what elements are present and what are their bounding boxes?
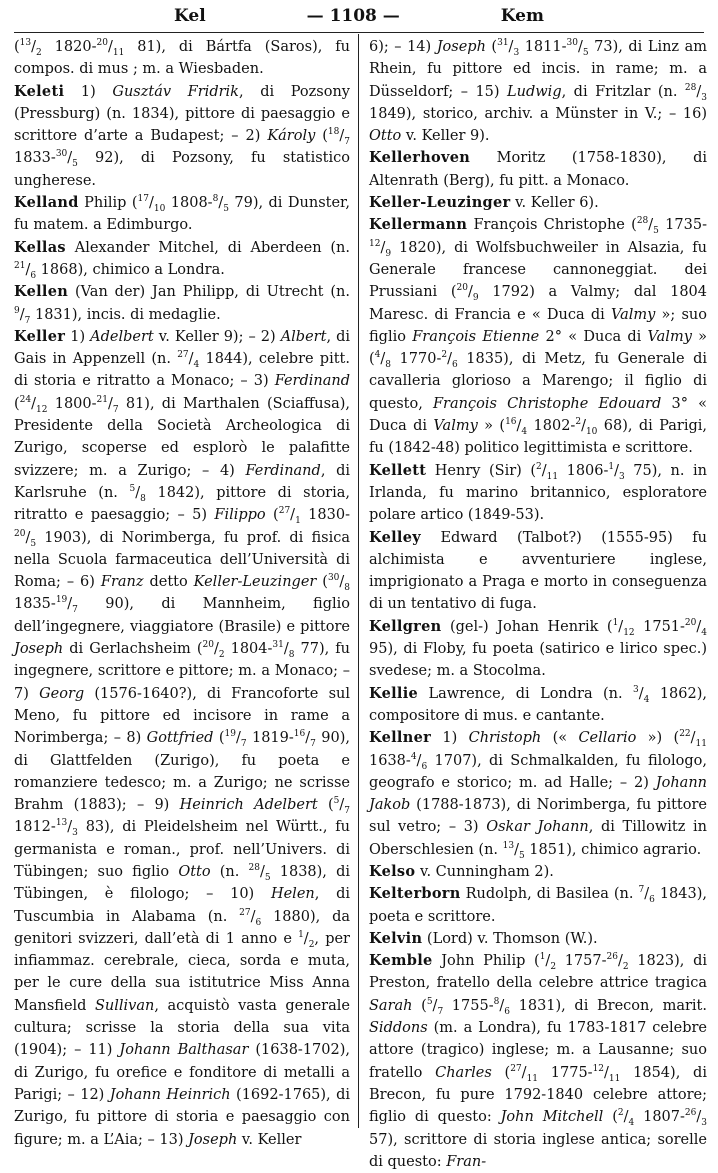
dictionary-entry: [369, 883, 707, 928]
entry-text: (Lord) v. Thomson (W.).: [422, 930, 598, 947]
entry-text: (Van der) Jan Philipp, di Utrecht (n. $^9/_7$ 1831), incis. di medaglie.: [14, 284, 350, 326]
entry-text: ($^{13}/_2$ $1820-^{20}/_{11}$ 81), di Bártfa (Saros), fu compos. di mus ; m. a Wiesbaden.: [14, 38, 350, 78]
entry-headword: Kellen: [14, 283, 69, 301]
entry-text: Alexander Mitchel, di Aberdeen (n. $^{21}/_6$ 1868), chimico a Londra.: [14, 239, 350, 281]
entry-headword: Keleti: [14, 82, 65, 100]
entry-headword: Kellie: [369, 684, 419, 702]
dictionary-entry: [14, 81, 350, 192]
entry-headword: Kellner: [369, 729, 432, 747]
entry-headword: Kemble: [369, 952, 433, 970]
dictionary-entry: [14, 36, 350, 81]
entry-headword: Kelley: [369, 528, 421, 546]
dictionary-entry: [369, 36, 707, 147]
entry-text: 1) Christoph (« Cellario ») ($^{22}/_{11}$ $1638-^4/_6$ 1707), di Schmalkalden, fu filologo, geografo e storico; m. ad Halle; – 2) Johann Jakob (1788-1873), di Norimberga, fu pittore sul vetro; – 3) Oskar Johann, di Tillowitz in Oberschlesien (n. $^{13}/_5$ 1851), chimico agrario.: [369, 729, 707, 861]
dictionary-entry: [369, 950, 707, 1173]
left-column: [14, 36, 351, 1148]
entry-headword: Kellas: [14, 238, 66, 256]
dictionary-entry: [369, 192, 707, 214]
entry-headword: Kelland: [14, 194, 79, 212]
entry-headword: Kellerhoven: [369, 149, 471, 167]
entry-text: John Philip ($^1/_2$ $1757-^{26}/_2$ 1823), di Preston, fratello della celebre attrice tragica Sarah ($^5/_7$ $1755-^8/_6$ 1831), di Brecon, marit. Siddons (m. a Londra), fu 1783-1817 celebre attore (tragico) inglese; m. a Lausanne; suo fratello Charles ($^{27}/_{11}$ $1775-^{12}/_{11}$ 1854), di Brecon, fu pure 1792-1840 celebre attore; figlio di questo: John Mitchell ($^2/_4$ $1807-^{26}/_3$ 57), scrittore di storia inglese antica; sorelle di questo: Fran-: [369, 952, 707, 1170]
right-column: [369, 36, 708, 1170]
dictionary-entry: [369, 147, 707, 192]
dictionary-entry: [14, 326, 350, 1151]
entry-headword: Kellett: [369, 461, 427, 479]
dictionary-entry: [369, 460, 707, 527]
page-header: [14, 2, 704, 30]
entry-text: François Christophe ($^{28}/_5$ $1735-^{12}/_9$ 1820), di Wolfsbuchweiler in Alsazia, fu Generale francese cannoneggiat. dei Prussiani ($^{20}/_9$ 1792) a Valmy; dal 1804 Maresc. di Francia e « Duca di Valmy »; suo figlio François Etienne 2° « Duca di Valmy » ($^4/_8$ $1770-^2/_6$ 1835), di Metz, fu Generale di cavalleria glorioso a Marengo; il figlio di questo, François Christophe Edouard 3° « Duca di Valmy » ($^{16}/_4$ $1802-^2/_{10}$ 68), di Parigi, fu (1842-48) politico legittimista e scrittore.: [369, 216, 708, 457]
dictionary-entry: [14, 192, 350, 237]
dictionary-entry: [369, 214, 707, 459]
entry-headword: Kelso: [369, 862, 416, 880]
dictionary-entry: [369, 727, 707, 861]
header-right-guideword: Kem: [500, 6, 544, 26]
entry-headword: Keller-Leuzinger: [369, 194, 511, 212]
column-divider: [358, 34, 359, 1128]
entry-text: Moritz (1758-1830), di Altenrath (Berg), fu pitt. a Monaco.: [369, 150, 707, 189]
entry-text: 6); – 14) Joseph ($^{31}/_3$ $1811-^{30}/_5$ 73), di Linz am Rhein, fu pittore ed incis. in rame; m. a Düsseldorf; – 15) Ludwig, di Fritzlar (n. $^{28}/_3$ 1849), storico, archiv. a Münster in V.; – 16) Otto v. Keller 9).: [369, 38, 707, 145]
header-rule: [14, 32, 704, 33]
dictionary-entry: [369, 616, 707, 683]
dictionary-entry: [369, 928, 707, 950]
dictionary-entry: [14, 281, 350, 326]
entry-text: 1) Adelbert v. Keller 9); – 2) Albert, di Gais in Appenzell (n. $^{27}/_4$ 1844), celebre pitt. di storia e ritratto a Monaco; – 3) Ferdinand ($^{24}/_{12}$ $1800-^{21}/_7$ 81), di Marthalen (Sciaffusa), Presidente della Società Archeologica di Zurigo, scoperse ed esplorò le palafitte svizzere; m. a Zurigo; – 4) Ferdinand, di Karlsruhe (n. $^5/_8$ 1842), pittore di storia, ritratto e paesaggio; – 5) Filippo ($^{27}/_1$ $1830-^{20}/_5$ 1903), di Norimberga, fu prof. di fisica nella Scuola farmaceutica dell’Università di Roma; – 6) Franz detto Keller-Leuzinger ($^{30}/_8$ $1835-^{19}/_7$ 90), di Mannheim, figlio dell’ingegnere, viaggiatore (Brasile) e pittore Joseph di Gerlachsheim ($^{20}/_2$ $1804-^{31}/_8$ 77), fu ingegnere, scrittore e pittore; m. a Monaco; – 7) Georg (1576-1640?), di Francoforte sul Meno, fu pittore ed incisore in rame a Norimberga; – 8) Gottfried ($^{19}/_7$ $1819-^{16}/_7$ 90), di Glattfelden (Zurigo), fu poeta e romanziere tedesco; m. a Zurigo; ne scrisse Brahm (1883); – 9) Heinrich Adelbert ($^5/_7$ $1812-^{13}/_3$ 83), di Pleidelsheim nel Württ., fu germanista e roman., prof. nell’Univers. di Tübingen; suo figlio Otto (n. $^{28}/_5$ 1838), di Tübingen, è filologo; – 10) Helen, di Tuscumbia in Alabama (n. $^{27}/_6$ 1880), da genitori svizzeri, dall’età di 1 anno e $^1/_2$, per infiammaz. cerebrale, cieca, sorda e muta, per le cure della sua istitutrice Miss Anna Mansfield Sullivan, acquistò vasta generale cultura; scrisse la storia della sua vita (1904); – 11) Johann Balthasar (1638-1702), di Zurigo, fu orefice e fonditore di metalli a Parigi; – 12) Johann Heinrich (1692-1765), di Zurigo, fu pittore di storia e paesaggio con figure; m. a L’Aia; – 13) Joseph v. Keller: [14, 328, 351, 1148]
entry-headword: Kellgren: [369, 617, 442, 635]
entry-text: 1) Gusztáv Fridrik, di Pozsony (Pressburg) (n. 1834), pittore di paesaggio e scrittore d’arte a Budapest; – 2) Károly ($^{18}/_7$ $1833-^{30}/_5$ 92), di Pozsony, fu statistico ungherese.: [14, 83, 350, 189]
entry-text: Lawrence, di Londra (n. $^3/_4$ 1862), compositore di mus. e cantante.: [369, 684, 707, 724]
entry-headword: Kellermann: [369, 216, 468, 234]
dictionary-entry: [14, 237, 350, 282]
entry-text: v. Keller 6).: [510, 195, 599, 212]
page-number: — 1108 —: [306, 6, 400, 26]
dictionary-entry: [369, 861, 707, 883]
entry-headword: Kelterborn: [369, 885, 461, 903]
entry-headword: Kelvin: [369, 929, 423, 947]
entry-text: (gel-) Johan Henrik ($^1/_{12}$ $1751-^{20}/_4$ 95), di Floby, fu poeta (satirico e lirico spec.) svedese; m. a Stocolma.: [369, 617, 707, 680]
header-left-guideword: Kel: [174, 6, 206, 26]
dictionary-entry: [369, 683, 707, 728]
entry-text: Rudolph, di Basilea (n. $^7/_6$ 1843), poeta e scrittore.: [369, 885, 707, 925]
entry-text: Edward (Talbot?) (1555-95) fu alchimista e avventuriere inglese, imprigionato a Praga e morto in conseguenza di un tentativo di fuga.: [369, 529, 707, 613]
entry-headword: Keller: [14, 327, 66, 345]
entry-text: Philip ($^{17}/_{10}$ $1808-^8/_5$ 79), di Dunster, fu matem. a Edimburgo.: [14, 194, 350, 234]
entry-text: Henry (Sir) ($^2/_{11}$ $1806-^1/_3$ 75), n. in Irlanda, fu marino britannico, esploratore polare artico (1849-53).: [369, 461, 707, 524]
entry-text: v. Cunningham 2).: [415, 863, 554, 880]
dictionary-entry: [369, 527, 707, 616]
